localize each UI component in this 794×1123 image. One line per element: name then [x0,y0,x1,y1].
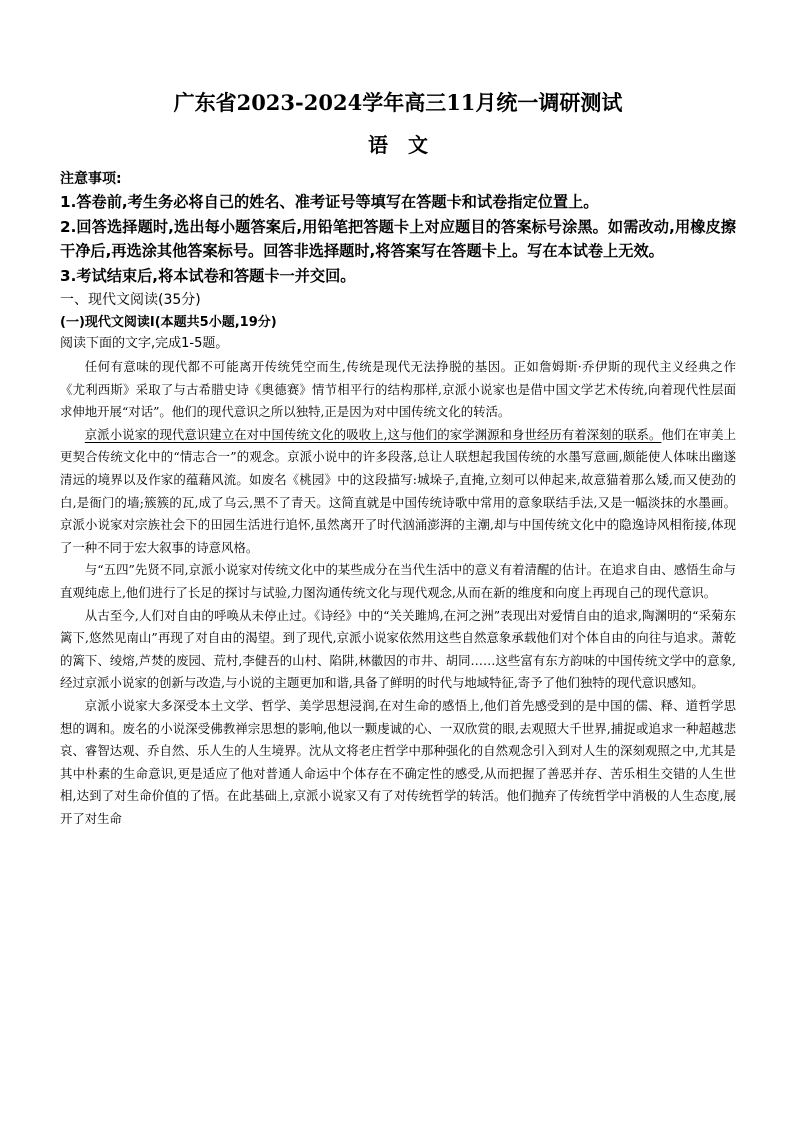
underlined-sentence: 京派小说家的现代意识建立在对中国传统文化的吸收上,这与他们的家学渊源和身世经历有着深刻的联系。 [84,426,662,442]
notice-item-3: 3.考试结束后,将本试卷和答题卡一并交回。 [60,266,356,285]
reading-instruction: 阅读下面的文字,完成1-5题。 [60,336,229,351]
notice-heading: 注意事项: [60,171,122,187]
exam-title: 广东省2023-2024学年高三11月统一调研测试 [173,90,623,115]
section-heading: 一、现代文阅读(35分) [60,292,201,308]
passage-paragraph-5: 京派小说家大多深受本土文学、哲学、美学思想浸润,在对生命的感悟上,他们首先感受到的是中国的儒、释、道哲学思想的调和。废名的小说深受佛教禅宗思想的影响,他以一颗虔诚的心、一双欣赏的眼,去观照大千世界,捕捉或追求一种超越悲哀、睿智达观、乔自然、乐人生的人生境界。沈从文将老庄哲学中那种强化的自然观念引入到对人生的深刻观照之中,尤其是其中朴素的生命意识,更是适应了他对普通人命运中个体存在不确定性的感受,从而把握了善恶并存、苦乐相生交错的人生世相,达到了对生命价值的了悟。在此基础上,京派小说家又有了对传统哲学的转活。他们抛弃了传统哲学中消极的人生态度,展开了对生命 [60,697,736,826]
passage-paragraph-1: 任何有意味的现代都不可能离开传统凭空而生,传统是现代无法挣脱的基因。正如詹姆斯·乔伊斯的现代主义经典之作《尤利西斯》采取了与古希腊史诗《奥德赛》情节相平行的结构那样,京派小说家也是借中国文学艺术传统,向着现代性层面求伸地开展“对话”。他们的现代意识之所以独特,正是因为对中国传统文化的转活。 [60,359,736,420]
subsection-heading: (一)现代文阅读Ⅰ(本题共5小题,19分) [60,315,277,330]
notice-block [60,168,736,288]
subject-title: 语文 [368,133,448,157]
notice-item-1: 1.答卷前,考生务必将自己的姓名、准考证号等填写在答题卡和试卷指定位置上。 [60,193,599,211]
passage-paragraph-3: 与“五四”先贤不同,京派小说家对传统文化中的某些成分在当代生活中的意义有着清醒的估计。在追求自由、感悟生命与直观纯虑上,他们进行了长足的探讨与试验,力图沟通传统文化与现代观念,从而在新的维度和向度上再现自己的现代意识。 [60,562,736,600]
exam-page [60,88,736,830]
notice-item-2: 2.回答选择题时,选出每小题答案后,用铅笔把答题卡上对应题目的答案标号涂黑。如需改动,用橡皮擦干净后,再选涂其他答案标号。回答非选择题时,将答案写在答题卡上。写在本试卷上无效。 [60,217,736,260]
passage-paragraph-2 [60,424,736,560]
passage-paragraph-4: 从古至今,人们对自由的呼唤从未停止过。《诗经》中的“关关雎鸠,在河之洲”表现出对爱情自由的追求,陶渊明的“采菊东篱下,悠然见南山”再现了对自由的渴望。到了现代,京派小说家依然用这些自然意象承载他们对个体自由的向往与追求。萧乾的篱下、绫熔,芦焚的废园、荒村,李健吾的山村、陷阱,林徽因的市井、胡同……这些富有东方韵味的中国传统文学中的意象,经过京派小说家的创新与改造,与小说的主题更加和谐,具备了鲜明的时代与地域特征,寄予了他们独特的现代意识感知。 [60,607,736,691]
reading-passage [60,356,736,830]
paragraph-2-rest: 他们在审美上更契合传统文化中的“情志合一”的观念。京派小说中的许多段落,总让人联想起我国传统的水墨写意画,颇能使人体味出幽遂清远的境界以及作家的蕴藉风流。如废名《桃园》中的这段描写:城垛子,直掩,立刻可以伸起来,故意猫着那么矮,而又使劲的白,是衙门的墙;簇簇的瓦,成了乌云,黑不了青天。这简直就是中国传统诗歌中常用的意象联结手法,又是一幅淡抹的水墨画。京派小说家对宗族社会下的田园生活进行追怀,虽然离开了时代汹涌澎湃的主潮,却与中国传统文化中的隐逸诗风相衔接,体现了一种不同于宏大叙事的诗意风格。 [60,426,736,555]
